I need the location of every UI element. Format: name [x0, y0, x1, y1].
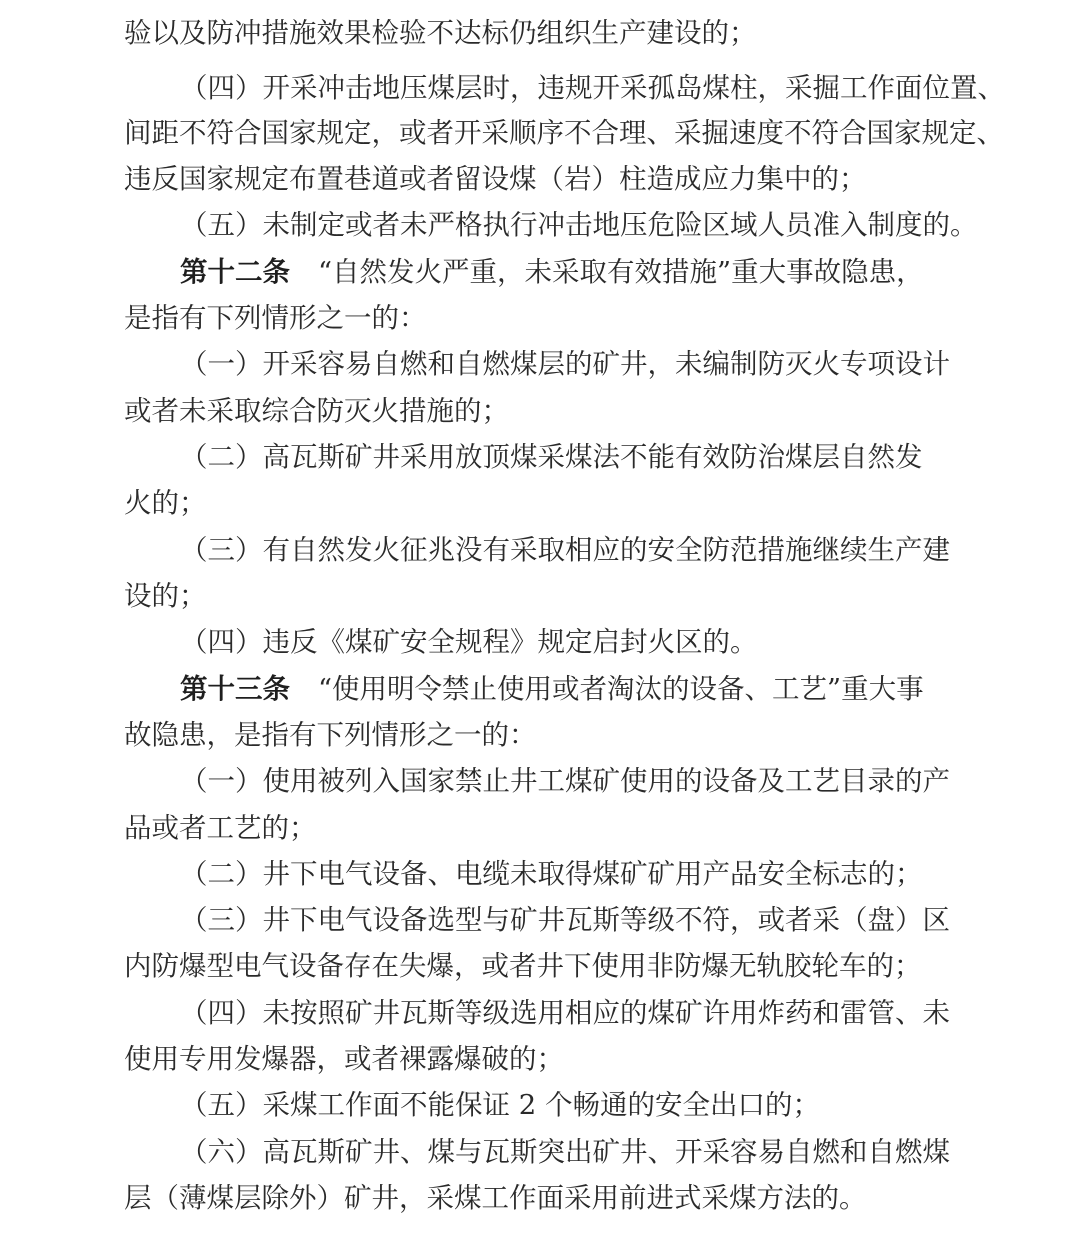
text-line: 或者未采取综合防灭火措施的； [124, 395, 509, 427]
text-line: 违反国家规定布置巷道或者留设煤（岩）柱造成应力集中的； [124, 163, 867, 195]
text-line: 故隐患，是指有下列情形之一的： [124, 719, 537, 751]
text-line: （三）井下电气设备选型与矿井瓦斯等级不符，或者采（盘）区 [180, 904, 950, 936]
text-line: 使用专用发爆器，或者裸露爆破的； [124, 1043, 564, 1075]
article-heading: 第十二条 [180, 256, 290, 288]
text-line: （六）高瓦斯矿井、煤与瓦斯突出矿井、开采容易自燃和自燃煤 [180, 1136, 950, 1168]
text-line: （一）使用被列入国家禁止井工煤矿使用的设备及工艺目录的产 [180, 765, 950, 797]
text-line: 火的； [124, 487, 207, 519]
text-line: “自然发火严重，未采取有效措施”重大事故隐患， [318, 256, 924, 288]
text-line: （三）有自然发火征兆没有采取相应的安全防范措施继续生产建 [180, 534, 950, 566]
text-line: 层（薄煤层除外）矿井，采煤工作面采用前进式采煤方法的。 [124, 1182, 867, 1214]
text-line: （四）违反《煤矿安全规程》规定启封火区的。 [180, 626, 758, 658]
text-line: （二）井下电气设备、电缆未取得煤矿矿用产品安全标志的； [180, 858, 923, 890]
text-line: （五）未制定或者未严格执行冲击地压危险区域人员准入制度的。 [180, 209, 978, 241]
text-line: 是指有下列情形之一的： [124, 302, 427, 334]
text-line: 间距不符合国家规定，或者开采顺序不合理、采掘速度不符合国家规定、 [124, 117, 1004, 149]
text-line: 设的； [124, 580, 207, 612]
text-line: （四）开采冲击地压煤层时，违规开采孤岛煤柱，采掘工作面位置、 [180, 72, 1005, 104]
text-line: （五）采煤工作面不能保证 2 个畅通的安全出口的； [180, 1089, 820, 1121]
text-line: （二）高瓦斯矿井采用放顶煤采煤法不能有效防治煤层自然发 [180, 441, 923, 473]
text-line: “使用明令禁止使用或者淘汰的设备、工艺”重大事 [318, 673, 924, 705]
text-line: 品或者工艺的； [124, 812, 317, 844]
text-line: 内防爆型电气设备存在失爆，或者井下使用非防爆无轨胶轮车的； [124, 950, 922, 982]
text-line: （四）未按照矿井瓦斯等级选用相应的煤矿许用炸药和雷管、未 [180, 997, 950, 1029]
text-line: （一）开采容易自燃和自燃煤层的矿井，未编制防灭火专项设计 [180, 348, 950, 380]
text-line: 验以及防冲措施效果检验不达标仍组织生产建设的； [124, 17, 757, 49]
article-13-paragraph [180, 666, 964, 712]
article-heading: 第十三条 [180, 673, 290, 705]
article-12-paragraph [180, 249, 964, 295]
